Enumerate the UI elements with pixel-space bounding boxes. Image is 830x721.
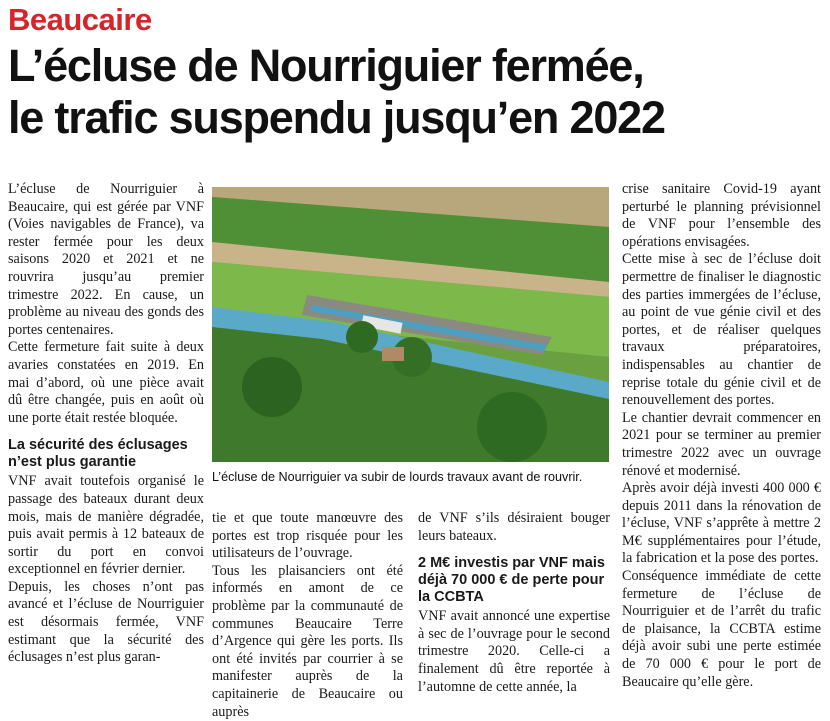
lock-aerial-photo [212, 187, 609, 462]
column-1 [8, 181, 204, 667]
photo-caption: L’écluse de Nourriguier va subir de lourds travaux avant de rouvrir. [212, 470, 583, 484]
column-4 [622, 181, 821, 691]
aerial-illustration [212, 187, 609, 462]
col2-paragraph-1: tie et que toute manœuvre des portes est trop risquée pour les utilisateurs de l’ouvrage. [212, 510, 403, 562]
col3-paragraph-2: VNF avait annoncé une expertise à sec de l’ouvrage pour le second trimestre 2020. Celle-ci a finalement dû être reportée à l’automne de cette année, la [418, 608, 610, 695]
column-2 [212, 510, 403, 721]
col1-subhead: La sécurité des éclusages n’est plus garantie [8, 437, 188, 471]
column-3 [418, 510, 610, 696]
headline-line-1: L’écluse de Nourriguier fermée, [8, 40, 644, 91]
col1-paragraph-1: L’écluse de Nourriguier à Beaucaire, qui est gérée par VNF (Voies navigables de France), va rester fermée pour les deux saisons 2020 et 2021 et ne rouvrira jusqu’au premier trimestre 2022. En cause, un problème au niveau des gonds des portes centenaires. [8, 181, 204, 338]
col4-paragraph-4: Après avoir déjà investi 400 000 € depuis 2011 dans la rénovation de l’écluse, VNF s’apprête à mettre 2 M€ supplémentaires pour l’étude, la fabrication et la pose des portes. [622, 480, 821, 567]
headline-line-2: le trafic suspendu jusqu’en 2022 [8, 92, 665, 143]
col3-subhead: 2 M€ investis par VNF mais déjà 70 000 € de perte pour la CCBTA [418, 555, 605, 606]
col4-paragraph-5: Conséquence immédiate de cette fermeture de l’écluse de Nourriguier et de l’arrêt du trafic de plaisance, la CCBTA estime déjà avoir subi une perte estimée de 70 000 € pour le port de Beaucaire qu’elle gère. [622, 568, 821, 690]
col4-paragraph-2: Cette mise à sec de l’écluse doit permettre de finaliser le diagnostic des parties immergées de l’écluse, au point de vue génie civil et des portes, et de réaliser quelques travaux préparatoires, indispensables au chantier de reprise totale du génie civil et de renouvellement des portes. [622, 251, 821, 409]
col4-paragraph-3: Le chantier devrait commencer en 2021 pour se terminer au premier trimestre 2022 avec un ouvrage rénové et modernisé. [622, 409, 821, 479]
col1-paragraph-2: Cette fermeture fait suite à deux avaries constatées en 2019. En mai d’abord, où une pièce avait dû être changée, puis en août où une porte était restée bloquée. [8, 339, 204, 426]
col2-paragraph-2: Tous les plaisanciers ont été informés en amont de ce problème par la communauté de communes Beaucaire Terre d’Argence qui gère les ports. Ils ont été invités par courrier à se manifester auprès de la capitainerie de Beaucaire ou auprès [212, 562, 403, 720]
col3-paragraph-1: de VNF s’ils désiraient bouger leurs bateaux. [418, 510, 610, 544]
section-kicker: Beaucaire [8, 2, 152, 37]
article-headline [8, 40, 823, 144]
col1-paragraph-4: Depuis, les choses n’ont pas avancé et l’écluse de Nourriguier est désormais fermée, VNF estimant que la sécurité des éclusages n’est plus garan- [8, 578, 204, 666]
col1-paragraph-3: VNF avait toutefois organisé le passage des bateaux durant deux mois, mais de manière dégradée, puis avait permis à 12 bateaux de sortir du port en convoi exceptionnel en février dernier. [8, 473, 204, 578]
col4-paragraph-1: crise sanitaire Covid-19 ayant perturbé le planning prévisionnel de VNF pour l’ensemble des opérations envisagées. [622, 181, 821, 250]
